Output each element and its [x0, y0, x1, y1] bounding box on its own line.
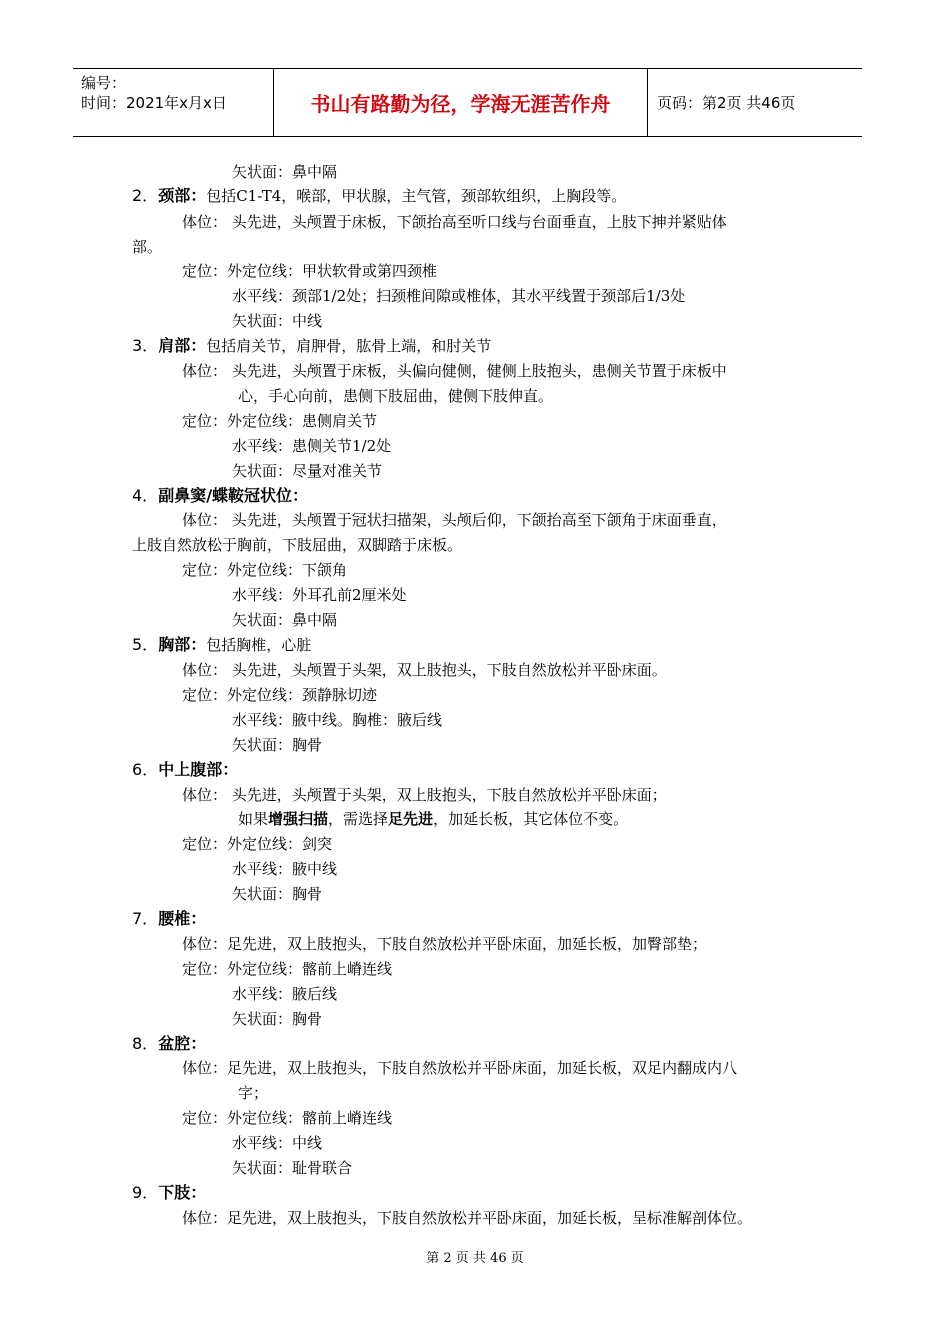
text-line: 定位：外定位线：患侧肩关节 [182, 412, 378, 430]
section-title: 中上腹部： [158, 760, 239, 779]
text-line: 水平线：腋中线。胸椎：腋后线 [232, 711, 443, 729]
section-number: 3． [132, 336, 159, 355]
section-heading-sinus [132, 486, 308, 506]
text-line: 矢状面：胸骨 [232, 885, 323, 903]
text-line: 定位：外定位线：颈静脉切迹 [182, 686, 378, 704]
text-line: 体位：足先进，双上肢抱头，下肢自然放松并平卧床面，加延长板，呈标准解剖体位。 [182, 1209, 753, 1227]
section-title: 盆腔： [158, 1034, 207, 1053]
section-heading-neck [132, 186, 626, 206]
text-line: 定位：外定位线：髂前上嵴连线 [182, 1109, 393, 1127]
header-page-label: 页码：第2页 共46页 [657, 94, 796, 112]
text-line: 定位：外定位线：甲状软骨或第四颈椎 [182, 262, 438, 280]
text-line: 部。 [132, 238, 163, 256]
section-number: 9． [132, 1183, 159, 1202]
text-line: 定位：外定位线：剑突 [182, 835, 333, 853]
text-line: 体位：足先进，双上肢抱头，下肢自然放松并平卧床面，加延长板，双足内翻成内八 [182, 1059, 738, 1077]
section-heading-lumbar [132, 909, 206, 929]
emphasis-enhanced-scan: 增强扫描 [268, 810, 329, 828]
section-description: 包括C1-T4，喉部，甲状腺，主气管，颈部软组织，上胸段等。 [206, 187, 627, 205]
text-span: ，需选择 [328, 810, 389, 828]
document-header [73, 68, 862, 137]
section-description: 包括胸椎，心脏 [206, 636, 312, 654]
text-line: 矢状面：尽量对准关节 [232, 462, 383, 480]
section-title: 肩部： [158, 336, 207, 355]
text-span: ，加延长板，其它体位不变。 [433, 810, 629, 828]
text-line: 体位： 头先进，头颅置于头架，双上肢抱头，下肢自然放松并平卧床面； [182, 786, 667, 804]
text-line: 矢状面：鼻中隔 [232, 611, 338, 629]
header-motto-cell [274, 69, 648, 136]
header-meta-cell [73, 69, 274, 136]
text-line: 水平线：患侧关节1/2处 [232, 437, 392, 455]
section-number: 2． [132, 186, 159, 205]
text-line: 矢状面：胸骨 [232, 736, 323, 754]
section-heading-lower-limb [132, 1183, 206, 1203]
text-line: 水平线：外耳孔前2厘米处 [232, 586, 407, 604]
text-line: 矢状面：鼻中隔 [232, 163, 338, 181]
text-line: 体位： 头先进，头颅置于头架，双上肢抱头，下肢自然放松并平卧床面。 [182, 661, 667, 679]
text-line: 水平线：中线 [232, 1134, 323, 1152]
section-number: 8． [132, 1034, 159, 1053]
text-line: 上肢自然放松于胸前，下肢屈曲，双脚踏于床板。 [132, 536, 463, 554]
section-number: 7． [132, 909, 159, 928]
text-line: 水平线：腋中线 [232, 860, 338, 878]
text-line: 矢状面：中线 [232, 312, 323, 330]
document-date-label: 时间：2021年x月x日 [81, 94, 227, 112]
section-description: 包括肩关节，肩胛骨，肱骨上端，和肘关节 [206, 337, 492, 355]
text-line: 水平线：腋后线 [232, 985, 338, 1003]
emphasis-feet-first: 足先进 [388, 810, 434, 828]
text-line: 定位：外定位线：髂前上嵴连线 [182, 960, 393, 978]
section-title: 胸部： [158, 635, 207, 654]
section-title: 颈部： [158, 186, 207, 205]
section-title: 副鼻窦/蝶鞍冠状位： [158, 486, 309, 505]
text-line: 矢状面：耻骨联合 [232, 1159, 353, 1177]
section-title: 下肢： [158, 1183, 207, 1202]
text-span: 如果 [238, 810, 269, 828]
document-number-label: 编号： [81, 74, 127, 92]
section-heading-pelvis [132, 1034, 206, 1054]
page-footer: 第 2 页 共 46 页 [426, 1251, 524, 1266]
section-heading-chest [132, 635, 311, 655]
text-line: 体位：足先进，双上肢抱头，下肢自然放松并平卧床面，加延长板，加臀部垫； [182, 935, 708, 953]
text-line: 定位：外定位线：下颌角 [182, 561, 348, 579]
text-line: 体位： 头先进，头颅置于床板，头偏向健侧，健侧上肢抱头，患侧关节置于床板中 [182, 362, 727, 380]
text-line: 字； [238, 1084, 269, 1102]
text-line: 体位： 头先进，头颅置于冠状扫描架，头颅后仰，下颌抬高至下颌角于床面垂直， [182, 511, 727, 529]
text-line: 水平线：颈部1/2处；扫颈椎间隙或椎体，其水平线置于颈部后1/3处 [232, 287, 686, 305]
section-heading-shoulder [132, 336, 491, 356]
section-number: 5． [132, 635, 159, 654]
header-page-cell [648, 69, 862, 136]
header-motto: 书山有路勤为径，学海无涯苦作舟 [310, 92, 611, 116]
text-line: 心，手心向前，患侧下肢屈曲，健侧下肢伸直。 [238, 387, 554, 405]
section-number: 4． [132, 486, 159, 505]
text-line: 矢状面：胸骨 [232, 1010, 323, 1028]
text-line-enhanced-scan [238, 809, 628, 829]
text-line: 体位： 头先进，头颅置于床板，下颌抬高至听口线与台面垂直，上肢下抻并紧贴体 [182, 213, 727, 231]
section-heading-abdomen [132, 760, 238, 780]
section-title: 腰椎： [158, 909, 207, 928]
section-number: 6． [132, 760, 159, 779]
